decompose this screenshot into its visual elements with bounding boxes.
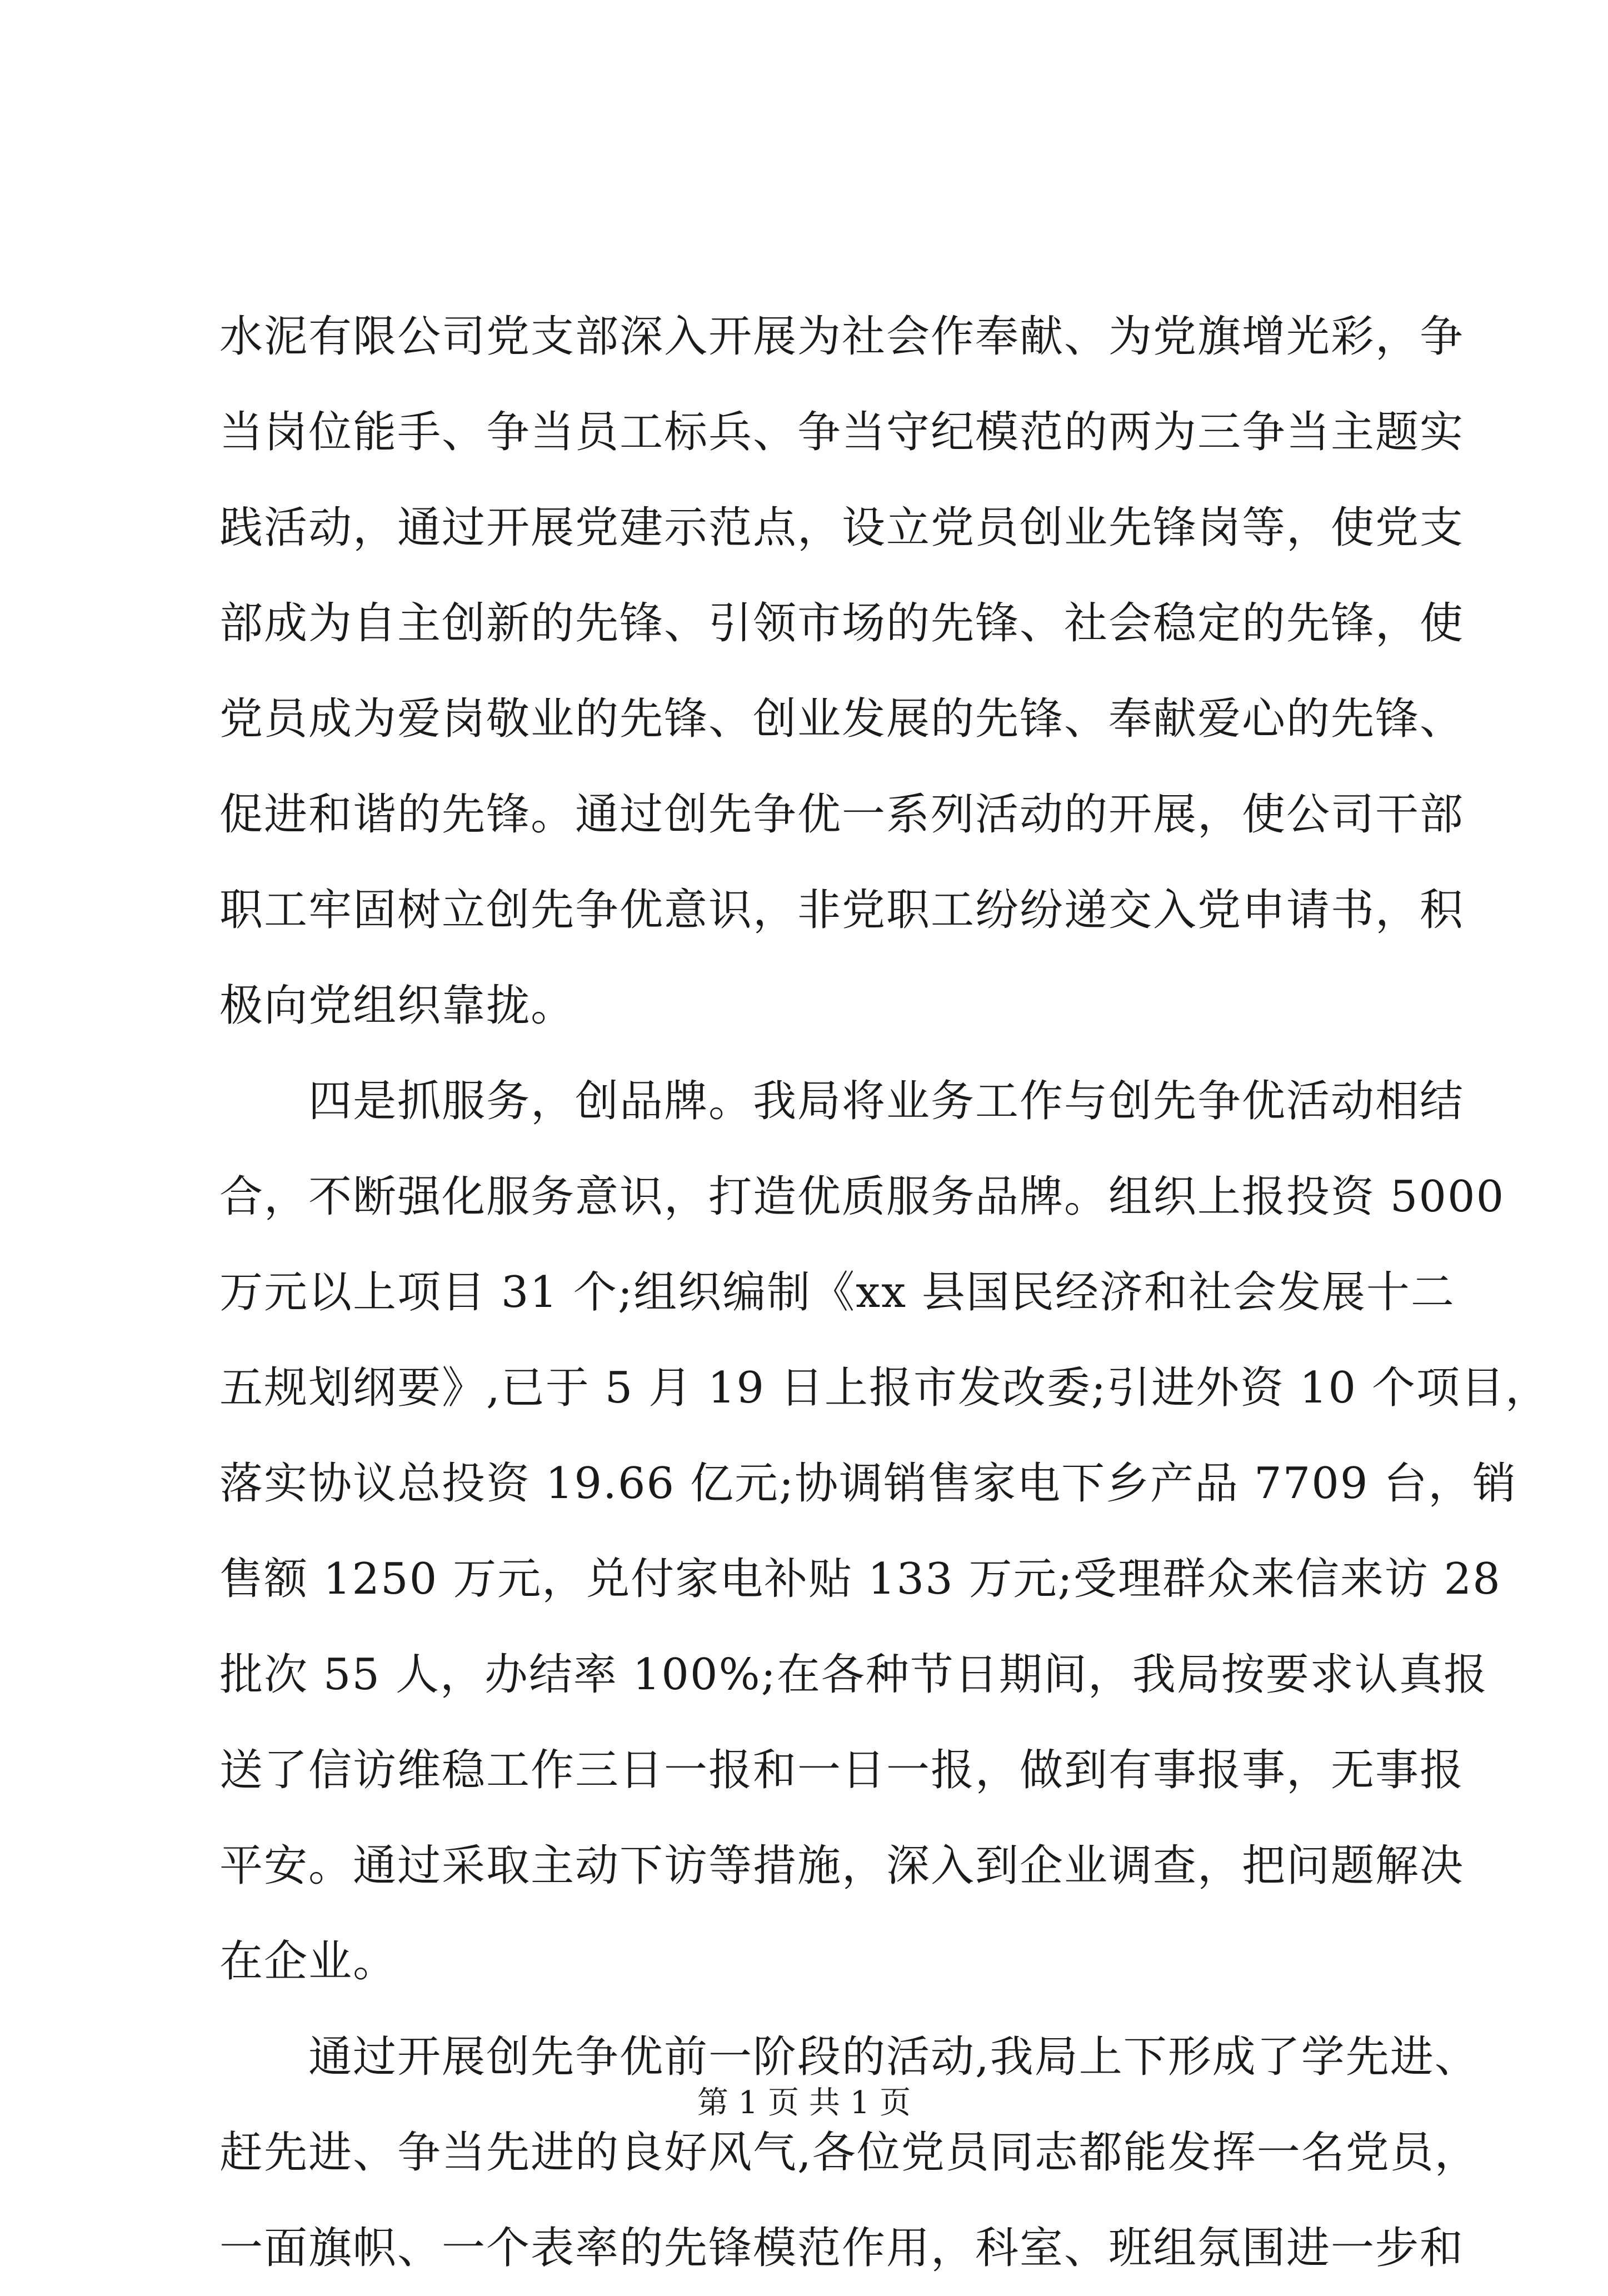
- paragraph-line: 万元以上项目 31 个;组织编制《xx 县国民经济和社会发展十二: [219, 1267, 1455, 1317]
- paragraph-line: 五规划纲要》,已于 5 月 19 日上报市发改委;引进外资 10 个项目，: [219, 1363, 1550, 1413]
- paragraph-line: 一面旗帜、一个表率的先锋模范作用，科室、班组氛围进一步和: [219, 2223, 1465, 2273]
- paragraph-line: 售额 1250 万元，兑付家电补贴 133 万元;受理群众来信来访 28: [219, 1554, 1501, 1604]
- paragraph-line: 平安。通过采取主动下访等措施，深入到企业调查，把问题解决: [219, 1841, 1465, 1891]
- paragraph-line: 水泥有限公司党支部深入开展为社会作奉献、为党旗增光彩，争: [219, 312, 1465, 362]
- paragraph-line: 践活动，通过开展党建示范点，设立党员创业先锋岗等，使党支: [219, 503, 1465, 553]
- paragraph-line: 批次 55 人，办结率 100%;在各种节日期间，我局按要求认真报: [219, 1650, 1488, 1700]
- paragraph-line: 部成为自主创新的先锋、引领市场的先锋、社会稳定的先锋，使: [219, 598, 1465, 648]
- paragraph-line: 极向党组织靠拢。: [219, 981, 576, 1031]
- paragraph-line: 通过开展创先争优前一阶段的活动,我局上下形成了学先进、: [308, 2032, 1479, 2082]
- document-body: [219, 289, 1550, 2296]
- paragraph-line: 赶先进、争当先进的良好风气,各位党员同志都能发挥一名党员，: [219, 2128, 1479, 2178]
- paragraph-line: 职工牢固树立创先争优意识，非党职工纷纷递交入党申请书，积: [219, 885, 1465, 935]
- paragraph-line: 当岗位能手、争当员工标兵、争当守纪模范的两为三争当主题实: [219, 407, 1465, 457]
- paragraph-line: 落实协议总投资 19.66 亿元;协调销售家电下乡产品 7709 台，销: [219, 1459, 1517, 1509]
- paragraph-line: 四是抓服务，创品牌。我局将业务工作与创先争优活动相结: [308, 1076, 1465, 1126]
- paragraph-line: 在企业。: [219, 1936, 398, 1986]
- paragraph-line: 合，不断强化服务意识，打造优质服务品牌。组织上报投资 5000: [219, 1172, 1505, 1222]
- paragraph-line: 党员成为爱岗敬业的先锋、创业发展的先锋、奉献爱心的先锋、: [219, 694, 1465, 744]
- page-footer: 第 1 页 共 1 页: [697, 2085, 911, 2121]
- paragraph-line: 送了信访维稳工作三日一报和一日一报，做到有事报事，无事报: [219, 1745, 1465, 1795]
- paragraph-line: 促进和谐的先锋。通过创先争优一系列活动的开展，使公司干部: [219, 790, 1465, 840]
